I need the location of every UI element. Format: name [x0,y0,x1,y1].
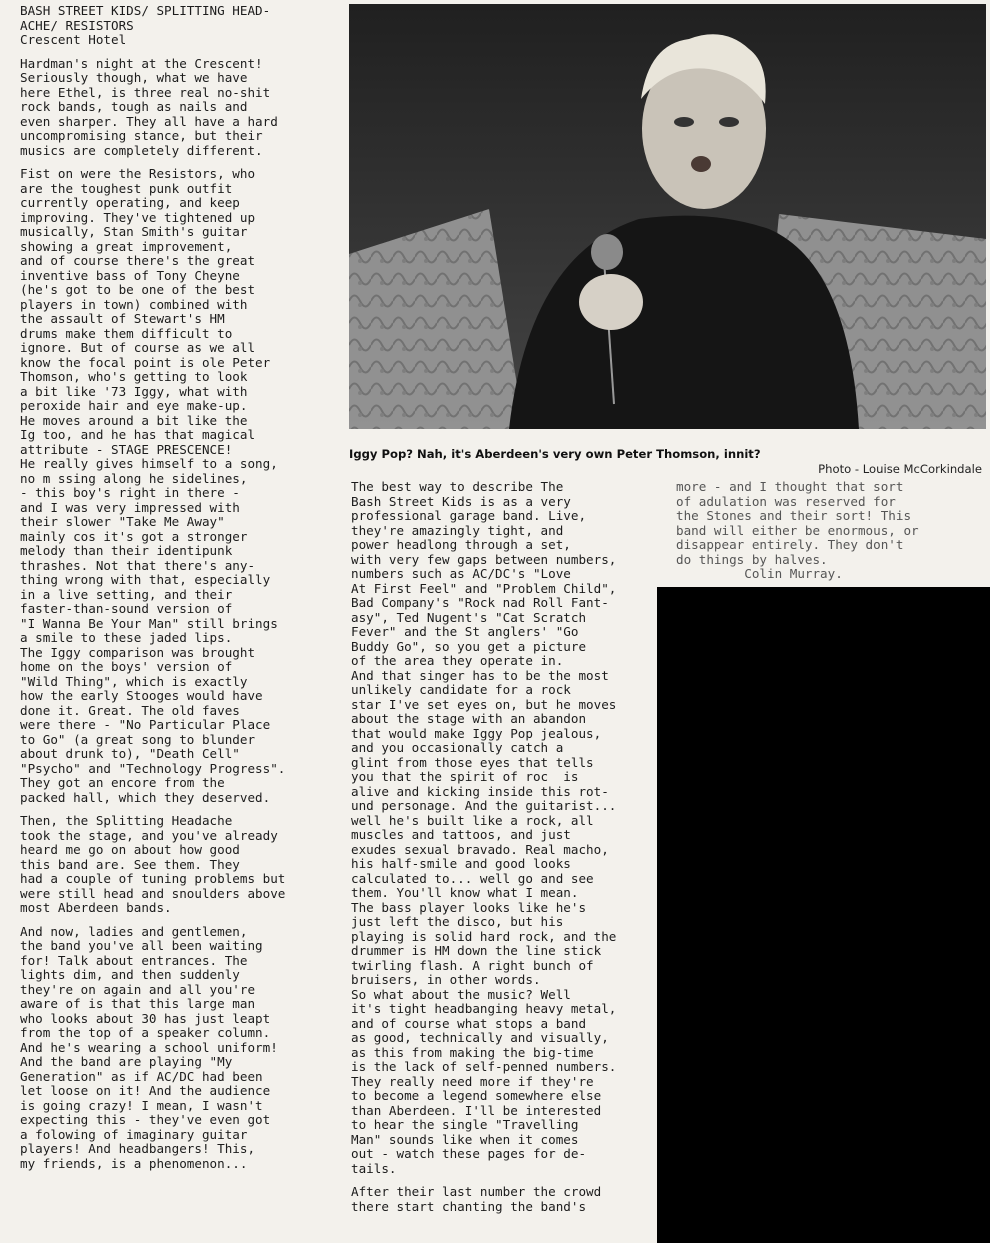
text-line: who looks about 30 has just leapt [20,1010,271,1026]
text-line: showing a great improvement, [20,238,233,254]
paragraph [20,57,338,159]
text-line: how the early Stooges would have [20,688,263,703]
text-line: home on the boys' version of [20,659,233,674]
text-line: as this from making the big-time [351,1044,594,1060]
text-line: Fist on were the Resistors, who [20,166,256,181]
text-line: "I Wanna Be Your Man" still brings [20,615,278,631]
text-line: of adulation was reserved for [676,493,896,509]
text-line: from the top of a speaker column. [20,1025,271,1040]
photo-caption: Iggy Pop? Nah, it's Aberdeen's very own Peter Thomson, innit? [349,447,761,461]
paragraph [351,1185,651,1214]
text-line: of the area they operate in. [351,653,564,668]
text-line: thrashes. Not that there's any- [20,557,256,573]
singer-photo-image [349,4,986,429]
text-line: muscles and tattoos, and just [351,827,571,842]
text-line: inventive bass of Tony Cheyne [20,267,240,283]
text-line: even sharper. They all have a hard [20,113,278,129]
text-line: (he's got to be one of the best [20,282,256,297]
text-line: Buddy Go", so you get a picture [351,638,587,654]
text-line: it's tight headbanging heavy metal, [351,1001,617,1016]
headline-line: ACHE/ RESISTORS [20,17,134,33]
text-line: alive and kicking inside this rot- [351,783,609,799]
text-line: numbers such as AC/DC's "Love [351,566,571,581]
left-column [20,4,338,1180]
text-line: lights dim, and then suddenly [20,967,240,982]
text-line: to Go" (a great song to blunder [20,731,256,747]
text-line: mainly cos it's got a stronger [20,528,248,544]
text-line: out - watch these pages for de- [351,1146,587,1161]
text-line: to become a legend somewhere else [351,1088,602,1103]
text-line: Generation" as if AC/DC had been [20,1068,263,1084]
text-line: currently operating, and keep [20,195,240,210]
text-line: playing is solid hard rock, and the [351,928,617,944]
text-line: and of course what stops a band [351,1015,587,1031]
venue-line: Crescent Hotel [20,32,127,47]
text-line: Bash Street Kids is as a very [351,493,571,509]
text-line: there start chanting the band's [351,1198,587,1214]
text-line: is going crazy! I mean, I wasn't [20,1097,263,1113]
text-line: And that singer has to be the most [351,667,609,683]
text-line: a folowing of imaginary guitar [20,1126,248,1142]
text-line: musically, Stan Smith's guitar [20,224,248,239]
text-line: were still head and snoulders above [20,885,286,901]
text-line: "Psycho" and "Technology Progress". [20,760,286,776]
text-line: drummer is HM down the line stick [351,943,602,958]
text-line: Ig too, and he has that magical [20,427,256,442]
text-line: unlikely candidate for a rock [351,682,571,697]
text-line: players in town) combined with [20,296,248,312]
text-line: Thomson, who's getting to look [20,369,248,384]
text-line: The bass player looks like he's [351,899,587,915]
text-line: they're on again and all you're [20,981,256,997]
text-line: und personage. And the guitarist... [351,798,617,813]
text-line: about drunk to), "Death Cell" [20,746,240,761]
text-line: them. You'll know what I mean. [351,885,579,900]
text-line: twirling flash. A right bunch of [351,957,594,973]
text-line: tails. [351,1160,397,1176]
text-line: So what about the music? Well [351,986,571,1002]
text-line: no m ssing along he sidelines, [20,470,248,486]
text-line: musics are completely different. [20,142,263,158]
text-line: let loose on it! And the audience [20,1083,271,1098]
text-line: and of course there's the great [20,253,256,268]
left-paragraphs [20,57,338,1172]
text-line: this band are. See them. They [20,856,240,872]
text-line: rock bands, tough as nails and [20,99,248,114]
text-line: they're amazingly tight, and [351,522,564,538]
text-line: more - and I thought that sort [676,479,904,494]
text-line: calculated to... well go and see [351,870,594,886]
text-line: drums make them difficult to [20,325,233,341]
text-line: a bit like '73 Iggy, what with [20,383,248,399]
text-line: The best way to describe The [351,479,564,494]
text-line: uncompromising stance, but their [20,128,263,143]
text-line: faster-than-sound version of [20,601,233,616]
text-line: "Wild Thing", which is exactly [20,673,248,689]
text-line: professional garage band. Live, [351,508,587,523]
text-line: took the stage, and you've already [20,827,278,843]
text-line: Seriously though, what we have [20,70,248,85]
text-line: Man" sounds like when it comes [351,1131,579,1147]
text-line: for! Talk about entrances. The [20,952,248,968]
text-line: had a couple of tuning problems but [20,871,286,886]
text-line: players! And headbangers! This, [20,1141,256,1156]
text-line: The Iggy comparison was brought [20,644,256,660]
headline-line: BASH STREET KIDS/ SPLITTING HEAD- [20,3,271,18]
text-line: glint from those eyes that tells [351,754,594,770]
text-line: done it. Great. The old faves [20,702,240,718]
text-line: are the toughest punk outfit [20,180,233,196]
right-column [676,480,976,591]
text-line: about the stage with an abandon [351,711,587,726]
text-line: Then, the Splitting Headache [20,813,233,828]
text-line: peroxide hair and eye make-up. [20,398,248,413]
text-line: the assault of Stewart's HM [20,311,225,326]
text-line: to hear the single "Travelling [351,1117,579,1132]
text-line: heard me go on about how good [20,842,240,857]
text-line: as good, technically and visually, [351,1030,609,1045]
text-line: And now, ladies and gentlemen, [20,923,248,939]
text-line: They really need more if they're [351,1073,594,1089]
text-line: attribute - STAGE PRESCENCE! [20,441,233,457]
text-line: and I was very impressed with [20,499,240,515]
text-line: and you occasionally catch a [351,740,564,755]
text-line: you that the spirit of roc is [351,769,579,784]
paragraph [20,814,338,916]
text-line: here Ethel, is three real no-shit [20,84,271,100]
text-line: ignore. But of course as we all [20,340,256,355]
text-line: than Aberdeen. I'll be interested [351,1102,602,1118]
text-line: do things by halves. [676,551,828,567]
text-line: asy", Ted Nugent's "Cat Scratch [351,609,587,625]
text-line: melody than their identipunk [20,543,233,558]
text-line: He moves around a bit like the [20,412,248,428]
text-line: star I've set eyes on, but he moves [351,696,617,712]
text-line: know the focal point is ole Peter [20,354,271,370]
text-line: He really gives himself to a song, [20,456,278,471]
middle-column [351,480,651,1223]
text-line: with very few gaps between numbers, [351,551,617,567]
paragraph [20,925,338,1172]
text-line: their slower "Take Me Away" [20,514,225,529]
text-line: - this boy's right in there - [20,485,240,500]
text-line: After their last number the crowd [351,1184,602,1199]
text-line: power headlong through a set, [351,537,571,552]
text-line: my friends, is a phenomenon... [20,1155,248,1171]
text-line: thing wrong with that, especially [20,572,271,587]
text-line: improving. They've tightened up [20,209,256,225]
text-line: that would make Iggy Pop jealous, [351,725,602,741]
text-line: is the lack of self-penned numbers. [351,1059,617,1074]
text-line: were there - "No Particular Place [20,717,271,732]
text-line: Colin Murray. [676,566,843,581]
text-line: packed hall, which they deserved. [20,789,271,805]
text-line: expecting this - they've even got [20,1112,271,1127]
text-line: bruisers, in other words. [351,972,541,987]
paragraph [351,480,651,1176]
text-line: aware of is that this large man [20,996,256,1011]
text-line: the band you've all been waiting [20,938,263,953]
text-line: Bad Company's "Rock nad Roll Fant- [351,595,609,610]
headline [20,4,338,48]
text-line: just left the disco, but his [351,914,564,929]
text-line: And the band are playing "My [20,1054,233,1069]
text-line: a smile to these jaded lips. [20,630,233,645]
text-line: Fever" and the St anglers' "Go [351,624,579,639]
text-line: At First Feel" and "Problem Child", [351,580,617,596]
text-line: in a live setting, and their [20,586,233,602]
text-line: band will either be enormous, or [676,522,919,538]
text-line: the Stones and their sort! This [676,508,912,523]
paragraph [20,167,338,805]
text-line: most Aberdeen bands. [20,900,172,915]
text-line: exudes sexual bravado. Real macho, [351,841,609,857]
concert-photo [349,4,986,429]
text-line: disappear entirely. They don't [676,537,904,552]
paragraph [676,480,976,582]
text-line: And he's wearing a school uniform! [20,1039,278,1055]
text-line: his half-smile and good looks [351,856,571,871]
photo-credit: Photo - Louise McCorkindale [818,462,982,476]
text-line: They got an encore from the [20,775,225,790]
blank-black-area [657,587,990,1243]
text-line: Hardman's night at the Crescent! [20,55,263,71]
text-line: well he's built like a rock, all [351,812,594,828]
